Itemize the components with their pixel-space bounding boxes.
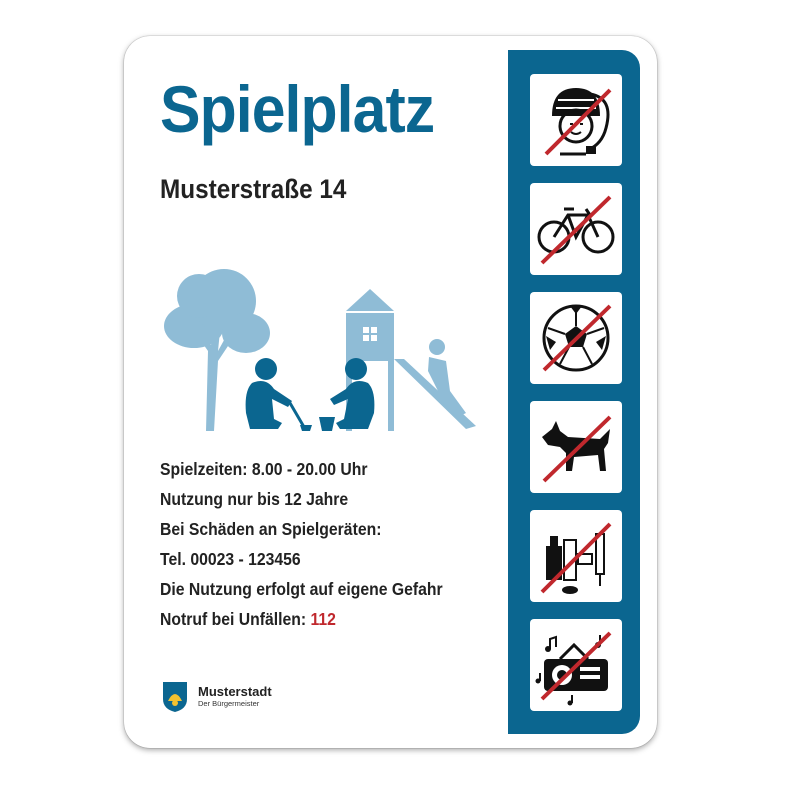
playground-illustration-icon bbox=[154, 241, 484, 431]
prohibition-bar bbox=[508, 50, 640, 734]
no-loud-music-icon bbox=[530, 619, 622, 711]
no-bicycle-icon bbox=[530, 183, 622, 275]
emergency-label: Notruf bei Unfällen: bbox=[160, 609, 311, 629]
prohibition-ball-games bbox=[530, 292, 622, 384]
coat-of-arms-icon bbox=[162, 681, 188, 713]
rule-own-risk: Die Nutzung erfolgt auf eigene Gefahr bbox=[160, 579, 443, 599]
prohibition-drugs-alcohol bbox=[530, 510, 622, 602]
no-dogs-icon bbox=[530, 401, 622, 493]
playground-sign bbox=[124, 36, 657, 748]
rule-opening-hours: Spielzeiten: 8.00 - 20.00 Uhr bbox=[160, 459, 368, 479]
rule-age-limit: Nutzung nur bis 12 Jahre bbox=[160, 489, 349, 509]
office-name: Der Bürgermeister bbox=[198, 699, 260, 708]
rules-list bbox=[160, 454, 500, 634]
prohibition-loud-music bbox=[530, 619, 622, 711]
sign-title: Spielplatz bbox=[160, 72, 435, 146]
city-name: Musterstadt bbox=[198, 684, 272, 699]
no-ball-games-icon bbox=[530, 292, 622, 384]
emergency-number: 112 bbox=[310, 609, 336, 629]
sign-address: Musterstraße 14 bbox=[160, 174, 347, 204]
sign-footer bbox=[162, 681, 272, 713]
rule-phone: Tel. 00023 - 123456 bbox=[160, 549, 301, 569]
no-helmet-icon bbox=[530, 74, 622, 166]
rule-emergency bbox=[160, 604, 466, 634]
rule-damage-report: Bei Schäden an Spielgeräten: bbox=[160, 519, 382, 539]
prohibition-helmet bbox=[530, 74, 622, 166]
no-drugs-alcohol-icon bbox=[530, 510, 622, 602]
prohibition-dogs bbox=[530, 401, 622, 493]
prohibition-bicycle bbox=[530, 183, 622, 275]
